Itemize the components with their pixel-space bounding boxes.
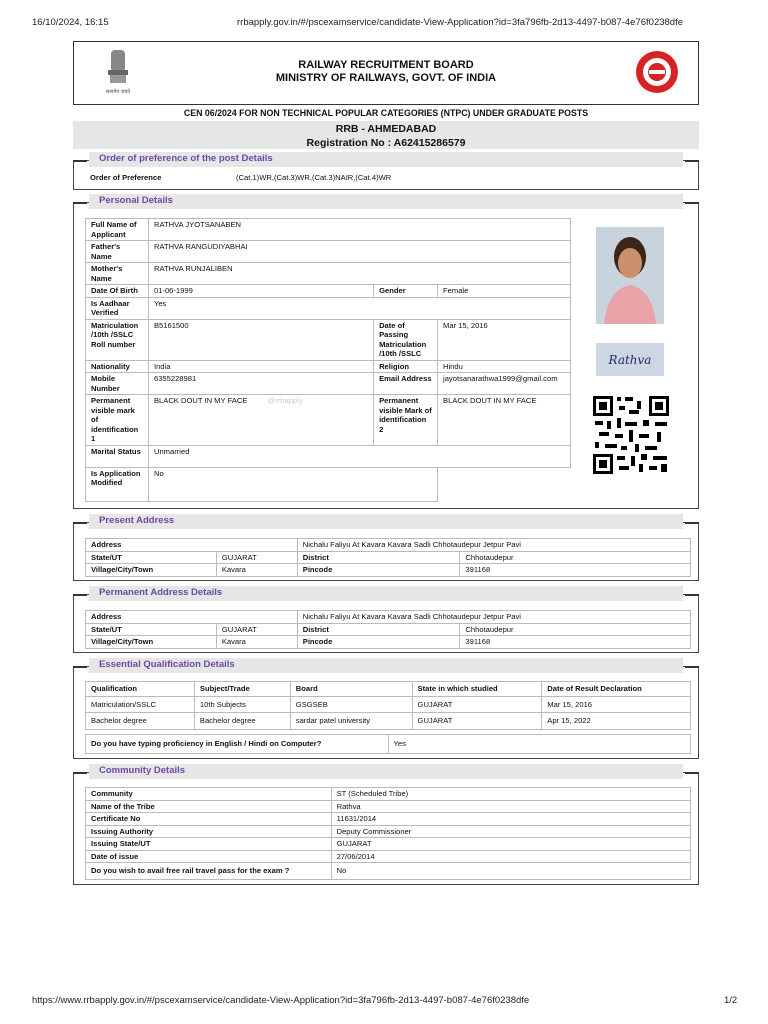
personal-table: [85, 218, 571, 502]
table-row: Certificate No 11631/2014: [86, 813, 691, 826]
preference-label: Order of Preference: [90, 173, 162, 182]
board-title-line2: MINISTRY OF RAILWAYS, GOVT. OF INDIA: [275, 72, 497, 84]
permanent-address-section: [73, 587, 699, 653]
table-row: Full Name of Applicant RATHVA JYOTSANABEN: [86, 219, 571, 241]
table-row: Father's Name RATHVA RANGUDIYABHAI: [86, 241, 571, 263]
table-row: Mother's Name RATHVA RUNJALIBEN: [86, 263, 571, 285]
preference-section: [73, 153, 699, 190]
table-row: Matriculation /10th /SSLC Roll number B5161500 Date of Passing Matriculation /10th /SSLC Mar 15, 2016: [86, 319, 571, 360]
community-title: Community Details: [99, 765, 186, 776]
table-row: Date of issue 27/06/2014: [86, 850, 691, 863]
mother-name-value: RATHVA RUNJALIBEN: [148, 263, 570, 285]
table-row: Is Application Modified No: [86, 467, 571, 501]
table-header-row: Qualification Subject/Trade Board State in which studied Date of Result Declaration: [86, 682, 691, 697]
qualification-title: Essential Qualification Details: [99, 659, 235, 670]
table-row: Name of the Tribe Rathva: [86, 800, 691, 813]
table-row: Is Aadhaar Verified Yes: [86, 297, 571, 319]
table-row: State/UT GUJARAT District Chhotaudepur: [86, 623, 691, 636]
emblem-caption: सत्यमेव जयते: [105, 89, 131, 95]
person-photo-icon: [596, 227, 664, 324]
print-datetime: 16/10/2024, 16:15: [32, 17, 109, 28]
watermark: @rrbapply: [267, 396, 303, 405]
table-row: Community ST (Scheduled Tribe): [86, 788, 691, 801]
permanent-address-table: [85, 610, 691, 649]
table-row: Bachelor degree Bachelor degree sardar patel university GUJARAT Apr 15, 2022: [86, 713, 691, 730]
table-row: Date Of Birth 01-06-1999 Gender Female: [86, 285, 571, 298]
railway-logo-icon: [635, 50, 679, 94]
table-row: Issuing Authority Deputy Commissioner: [86, 825, 691, 838]
registration-number: Registration No : A62415286579: [306, 137, 466, 149]
father-name-value: RATHVA RANGUDIYABHAI: [148, 241, 570, 263]
rrb-name: RRB - AHMEDABAD: [335, 123, 437, 135]
permanent-address-title: Permanent Address Details: [99, 587, 223, 598]
print-page-number: 1/2: [724, 995, 738, 1006]
present-address-table: [85, 538, 691, 577]
table-row: Address Nichalu Faliyu At Kavara Kavara Sadli Chhotaudepur Jetpur Pavi: [86, 611, 691, 624]
full-name-value: RATHVA JYOTSANABEN: [148, 219, 570, 241]
preference-value: (Cat.1)WR,(Cat.3)WR,(Cat.3)NAIR,(Cat.4)WR: [236, 173, 392, 182]
table-row: Do you have typing proficiency in English / Hindi on Computer? Yes: [86, 735, 691, 754]
table-row: Village/City/Town Kavara Pincode 391168: [86, 636, 691, 649]
cen-notice: CEN 06/2024 FOR NON TECHNICAL POPULAR CATEGORIES (NTPC) UNDER GRADUATE POSTS: [183, 108, 589, 118]
table-row: Address Nichalu Faliyu At Kavara Kavara Sadli Chhotaudepur Jetpur Pavi: [86, 539, 691, 552]
community-section: [73, 765, 699, 885]
qr-code-icon: [591, 394, 671, 476]
table-row: Matriculation/SSLC 10th Subjects GSGSEB GUJARAT Mar 15, 2016: [86, 696, 691, 713]
qualification-section: [73, 659, 699, 759]
present-address-title: Present Address: [99, 515, 175, 526]
table-row: State/UT GUJARAT District Chhotaudepur: [86, 551, 691, 564]
signature-image: [596, 343, 664, 376]
table-row: Issuing State/UT GUJARAT: [86, 838, 691, 851]
board-title-line1: RAILWAY RECRUITMENT BOARD: [298, 59, 474, 71]
registration-banner: [73, 121, 699, 149]
table-row: Marital Status Unmarried: [86, 445, 571, 467]
table-row: Mobile Number 6355228981 Email Address jayotsanarathwa1999@gmail.com: [86, 373, 571, 395]
preference-title: Order of preference of the post Details: [99, 153, 273, 164]
board-header: [73, 41, 699, 105]
typing-table: [85, 734, 691, 754]
table-row: Village/City/Town Kavara Pincode 391168: [86, 564, 691, 577]
personal-title: Personal Details: [99, 195, 173, 206]
print-url-top: rrbapply.gov.in/#/pscexamservice/candidate-View-Application?id=3fa796fb-2d13-4497-b087-4e76f0238dfe: [237, 17, 684, 28]
community-table: [85, 787, 691, 880]
present-address-section: [73, 515, 699, 581]
signature-text: Rathva: [608, 353, 652, 367]
table-row: Nationality India Religion Hindu: [86, 360, 571, 373]
table-row: Do you wish to avail free rail travel pass for the exam ? No: [86, 863, 691, 880]
applicant-photo: [596, 227, 664, 324]
qualification-table: [85, 681, 691, 730]
table-row: Permanent visible mark of identification 1 BLACK DOUT IN MY FACE @rrbapply Permanent visible Mark of identification 2 BLACK DOUT IN MY FACE: [86, 395, 571, 446]
email-value: jayotsanarathwa1999@gmail.com: [438, 373, 571, 395]
print-url-bottom: https://www.rrbapply.gov.in/#/pscexamservice/candidate-View-Application?id=3fa796fb-2d13-4497-b087-4e76f0238dfe: [32, 995, 530, 1006]
